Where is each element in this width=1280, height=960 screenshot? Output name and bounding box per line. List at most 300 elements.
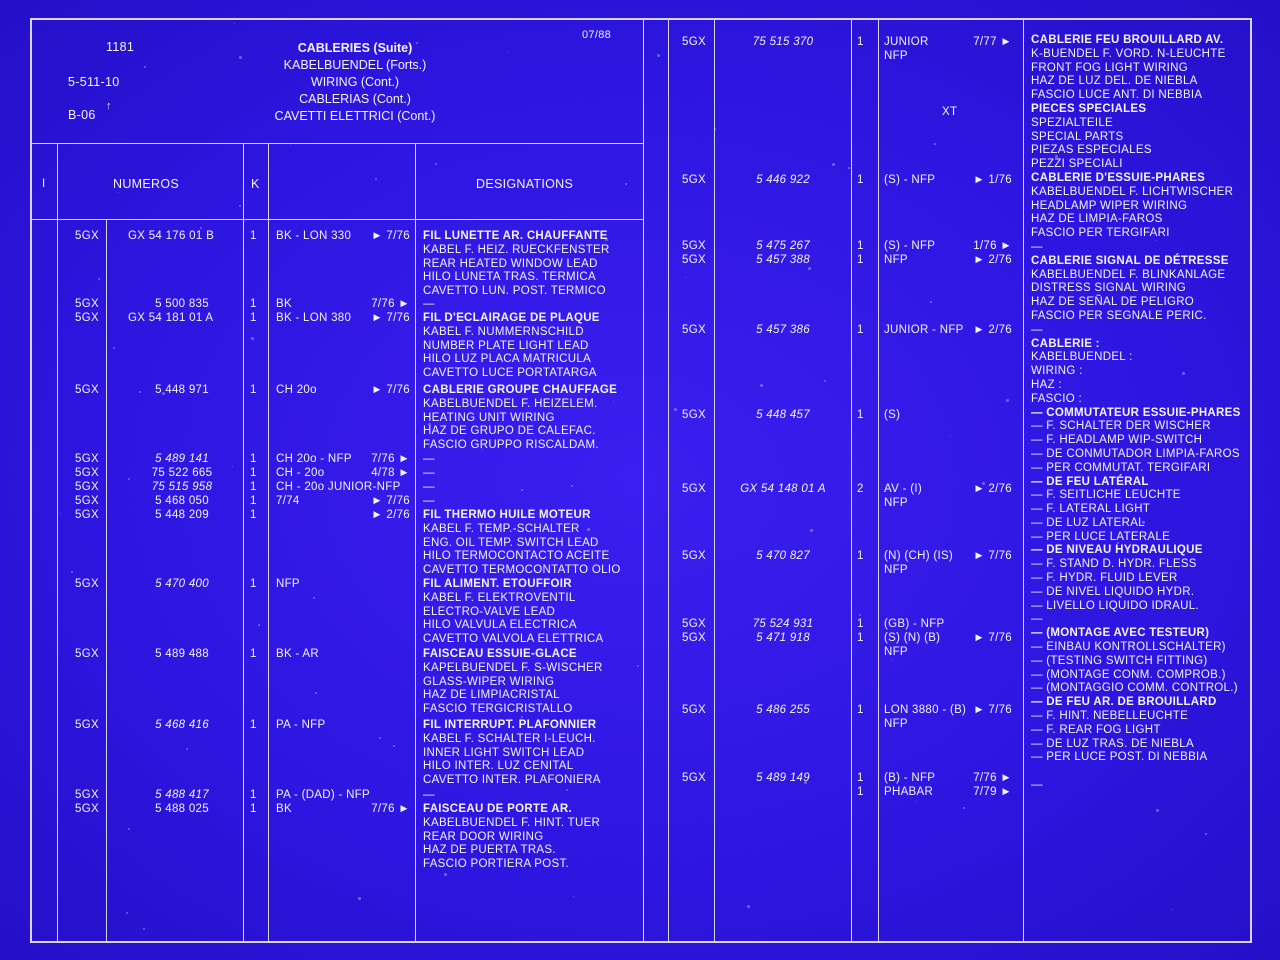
part-prefix: 5GX (682, 324, 706, 336)
part-number: 5 471 918 (756, 632, 810, 644)
dust-speck (567, 264, 569, 266)
designation-line: HILO TERMOCONTACTO ACEITE (423, 550, 610, 563)
designation-line: ENG. OIL TEMP. SWITCH LEAD (423, 536, 599, 549)
designation-line: — (423, 495, 435, 507)
dust-speck (605, 238, 608, 241)
designation-line: GLASS-WIPER WIRING (423, 675, 555, 688)
part-number: 75 522 665 (151, 467, 213, 479)
validity-date: ► 7/76 (973, 632, 1012, 644)
dust-speck (491, 516, 493, 518)
designation-line: REAR HEATED WINDOW LEAD (423, 257, 598, 270)
gutter-line (668, 18, 669, 943)
validity-date: 7/76 ► (371, 803, 410, 815)
application-block (884, 704, 966, 732)
designation-line: HAZ DE LUZ DEL. DE NIEBLA (1031, 75, 1198, 88)
quantity-k: 1 (250, 578, 257, 590)
designation-block (423, 789, 435, 803)
designation-line: — (423, 481, 435, 493)
designation-line: DISTRESS SIGNAL WIRING (1031, 282, 1187, 295)
application-line: (GB) - NFP (884, 618, 945, 630)
designation-line: HAZ DE SEÑAL DE PELIGRO (1031, 296, 1195, 309)
designation-line: CAVETTO TERMOCONTATTO OLIO (423, 564, 621, 577)
page-title-line: WIRING (Cont.) (310, 75, 400, 89)
dust-speck (934, 143, 936, 145)
designation-line: PEZZI SPECIALI (1031, 158, 1123, 171)
part-number: GX 54 176 01 B (128, 230, 215, 242)
designation-line: — (423, 467, 435, 479)
ref-line-2: B-06 (68, 108, 96, 122)
part-prefix: 5GX (75, 789, 99, 801)
dust-speck (128, 828, 130, 830)
designation-line: CABLERIE D'ESSUIE-PHARES (1031, 171, 1206, 184)
designation-line: HAZ : (1031, 378, 1062, 391)
designation-line: — PER LUCE POST. DI NEBBIA (1031, 751, 1208, 764)
dust-speck (126, 912, 128, 914)
part-prefix: 5GX (75, 384, 99, 396)
dust-speck (470, 558, 471, 559)
application-line: LON 3880 - (B) (884, 704, 967, 716)
designation-line: FIL INTERRUPT. PLAFONNIER (423, 719, 597, 731)
designation-line: HILO VALVULA ELECTRICA (423, 619, 577, 632)
part-number: 5 486 255 (756, 704, 810, 716)
designation-line: — F. HINT. NEBELLEUCHTE (1031, 710, 1189, 723)
page-title-line: CAVETTI ELETTRICI (Cont.) (274, 109, 436, 123)
designation-line: KAPELBUENDEL F. S-WISCHER (423, 661, 603, 674)
dust-speck (68, 77, 70, 79)
designation-line: — (423, 789, 435, 801)
designation-line: CABLERIE SIGNAL DE DÉTRESSE (1031, 254, 1229, 267)
designation-line: FAISCEAU ESSUIE-GLACE (423, 648, 577, 660)
designation-line: — (MONTAGE CONM. COMPROB.) (1031, 668, 1226, 681)
dust-speck (144, 66, 146, 68)
right-col-line-2 (851, 18, 852, 943)
left-col-line-6 (643, 18, 644, 943)
part-number: 5 446 922 (756, 174, 810, 186)
part-prefix: 5GX (75, 495, 99, 507)
dust-speck (637, 665, 639, 667)
designation-line: — PER LUCE LATERALE (1031, 530, 1171, 543)
part-prefix: 5GX (682, 409, 706, 421)
dust-speck (239, 56, 242, 59)
quantity-k: 1 (250, 312, 257, 324)
dust-speck (1142, 521, 1145, 524)
part-number: 75 515 370 (752, 36, 814, 48)
dust-speck (461, 342, 464, 345)
part-number: 5 457 386 (756, 324, 810, 336)
left-col-line-2 (106, 219, 107, 942)
quantity-k: 1 (250, 495, 257, 507)
designation-block (423, 384, 617, 453)
designation-block (423, 495, 435, 509)
application-block (884, 324, 964, 338)
designation-line: — DE NIVEAU HYDRAULIQUE (1031, 544, 1203, 557)
dust-speck (521, 489, 523, 491)
dust-speck (810, 529, 813, 532)
quantity-k: 1 (857, 240, 864, 252)
application: BK (276, 803, 292, 815)
part-prefix: 5GX (75, 481, 99, 493)
designation-line: CAVETTO INTER. PLAFONIERA (423, 774, 601, 787)
part-number: 5 457 388 (756, 254, 810, 266)
application: BK - AR (276, 648, 320, 660)
dust-speck (462, 316, 464, 318)
designation-line: CABLERIE : (1031, 337, 1100, 350)
designation-line: HAZ DE LIMPIACRISTAL (423, 689, 560, 702)
designation-block (423, 467, 435, 481)
page-title-block (220, 40, 490, 125)
validity-date: 7/79 ► (973, 786, 1012, 798)
designation-line: HEADLAMP WIPER WIRING (1031, 199, 1188, 212)
dust-speck (379, 737, 381, 739)
part-prefix: 5GX (75, 578, 99, 590)
page-title-line: CABLERIES (Suite) (297, 41, 413, 55)
designation-line: — (1031, 613, 1043, 626)
part-prefix: 5GX (682, 550, 706, 562)
dust-speck (674, 408, 677, 411)
application-line: JUNIOR (884, 36, 929, 48)
application: CH 20o - NFP (276, 453, 352, 465)
designation-block (423, 298, 435, 312)
designation-line: — F. STAND D. HYDR. FLESS (1031, 558, 1197, 571)
application-line: NFP (884, 645, 908, 658)
designation-line: — F. LATERAL LIGHT (1031, 503, 1151, 516)
part-prefix: 5GX (75, 453, 99, 465)
part-number: 5 488 417 (155, 789, 209, 801)
application-line: (S) - NFP (884, 240, 936, 252)
validity-date: ► 7/76 (973, 704, 1012, 716)
application-line: NFP (884, 49, 908, 62)
application-line: (B) - NFP (884, 772, 936, 784)
designation-line: — EINBAU KONTROLLSCHALTER) (1031, 641, 1226, 654)
part-number: GX 54 181 01 A (128, 312, 214, 324)
issue-date: 07/88 (582, 29, 612, 41)
page-code: 1181 (106, 40, 135, 54)
application: BK (276, 298, 292, 310)
designation-line: HAZ DE GRUPO DE CALEFAC. (423, 425, 596, 438)
dust-speck (162, 392, 165, 395)
validity-date: ► 2/76 (371, 509, 410, 521)
designation-block (423, 719, 601, 788)
application: PA - (DAD) - NFP (276, 789, 371, 801)
dust-speck (859, 614, 861, 616)
designation-line: FIL THERMO HUILE MOTEUR (423, 509, 591, 521)
page-title-line: KABELBUENDEL (Forts.) (283, 58, 427, 72)
designation-line: KABEL F. HEIZ. RUECKFENSTER (423, 243, 610, 256)
designation-line: FASCIO : (1031, 392, 1082, 405)
quantity-k: 1 (250, 298, 257, 310)
designation-line: INNER LIGHT SWITCH LEAD (423, 746, 585, 759)
designation-line: KABEL F. SCHALTER I-LEUCH. (423, 732, 596, 745)
application: PA - NFP (276, 719, 326, 731)
dust-speck (143, 928, 145, 930)
designation-line: — (423, 298, 435, 310)
part-number: 5 468 416 (155, 719, 209, 731)
designation-block (423, 648, 603, 717)
dust-speck (1182, 372, 1185, 375)
designation-line: — DE FEU AR. DE BROUILLARD (1031, 696, 1217, 709)
left-col-line-1 (57, 143, 58, 942)
part-prefix: 5GX (75, 298, 99, 310)
part-number: 5 488 025 (155, 803, 209, 815)
part-number: 5 468 050 (155, 495, 209, 507)
dust-speck (1117, 542, 1119, 544)
designation-line: FIL D'ECLAIRAGE DE PLAQUE (423, 312, 600, 324)
quantity-k: 1 (857, 618, 864, 630)
designation-line: — F. SCHALTER DER WISCHER (1031, 420, 1211, 433)
designation-line: — F. HYDR. FLUID LEVER (1031, 572, 1178, 585)
application-block (884, 409, 900, 423)
dust-speck (71, 571, 73, 573)
application-block (884, 786, 933, 800)
designation-line: HILO INTER. LUZ CENITAL (423, 760, 574, 773)
application-line: (S) (N) (B) (884, 632, 941, 644)
application-block (884, 550, 953, 578)
designation-line: — F. SEITLICHE LEUCHTE (1031, 489, 1181, 502)
designation-line: NUMBER PLATE LIGHT LEAD (423, 339, 589, 352)
part-number: GX 54 148 01 A (740, 483, 826, 495)
designation-block (423, 481, 435, 495)
left-col-line-3 (243, 143, 244, 942)
application-line: AV - (I) (884, 483, 922, 495)
quantity-k: 2 (857, 483, 864, 495)
designation-line: — DE LUZ TRAS. DE NIEBLA (1031, 737, 1194, 750)
quantity-k: 1 (250, 384, 257, 396)
right-designations (1031, 34, 1241, 793)
designation-line: — COMMUTATEUR ESSUIE-PHARES (1031, 406, 1241, 419)
designation-line: ELECTRO-VALVE LEAD (423, 605, 556, 618)
validity-date: ► 2/76 (973, 483, 1012, 495)
part-prefix: 5GX (682, 704, 706, 716)
quantity-k: 1 (250, 481, 257, 493)
part-prefix: 5GX (75, 230, 99, 242)
designation-line: — LIVELLO LIQUIDO IDRAUL. (1031, 599, 1199, 612)
left-col-line-5 (415, 143, 416, 942)
dust-speck (848, 167, 850, 169)
application-line: (S) (884, 409, 901, 421)
validity-date: 7/76 ► (973, 772, 1012, 784)
designation-block (423, 312, 600, 381)
designation-line: HILO LUNETA TRAS. TERMICA (423, 271, 597, 284)
designation-line: FASCIO PER SEGNALE PERIC. (1031, 309, 1207, 322)
dust-speck (930, 301, 932, 303)
designation-block (423, 578, 603, 647)
designation-line: SPEZIALTEILE (1031, 116, 1113, 129)
col-header-i: I (42, 178, 46, 190)
quantity-k: 1 (250, 467, 257, 479)
designation-line: — (423, 453, 435, 465)
validity-date: ► 1/76 (973, 174, 1012, 186)
designation-line: KABEL F. ELEKTROVENTIL (423, 591, 576, 604)
dust-speck (258, 624, 260, 626)
application-block (884, 254, 908, 268)
part-number: 5 470 827 (756, 550, 810, 562)
application-line: (S) - NFP (884, 174, 936, 186)
ref-line: 5-511-10 (68, 75, 120, 89)
part-prefix: 5GX (682, 483, 706, 495)
col-header-designations: DESIGNATIONS (476, 177, 574, 191)
designation-line: CAVETTO LUCE PORTATARGA (423, 367, 597, 380)
designation-line: — F. REAR FOG LIGHT (1031, 723, 1161, 736)
application-block (884, 618, 945, 632)
dust-speck (1103, 682, 1105, 684)
designation-line: CABLERIE GROUPE CHAUFFAGE (423, 384, 618, 396)
designation-line: KABELBUENDEL F. HINT. TUER (423, 816, 601, 829)
quantity-k: 1 (857, 409, 864, 421)
dust-speck (393, 745, 395, 747)
quantity-k: 1 (857, 786, 864, 798)
validity-date: ► 7/76 (371, 495, 410, 507)
validity-date: ► 7/76 (973, 550, 1012, 562)
application: CH - 20o (276, 467, 325, 479)
part-number: 5 475 267 (756, 240, 810, 252)
validity-date: ► 7/76 (371, 312, 410, 324)
quantity-k: 1 (857, 36, 864, 48)
designation-line: FASCIO LUCE ANT. DI NEBBIA (1031, 89, 1203, 102)
part-prefix: 5GX (75, 719, 99, 731)
right-col-line-3 (878, 18, 879, 943)
validity-date: ► 7/76 (371, 384, 410, 396)
part-number: 5 448 209 (155, 509, 209, 521)
designation-line: HAZ DE LIMPIA-FAROS (1031, 213, 1163, 226)
designation-line: CAVETTO LUN. POST. TERMICO (423, 285, 606, 298)
part-prefix: 5GX (682, 618, 706, 630)
designation-line: KABELBUENDEL F. BLINKANLAGE (1031, 268, 1226, 281)
quantity-k: 1 (857, 704, 864, 716)
designation-line (1031, 765, 1241, 779)
part-prefix: 5GX (682, 240, 706, 252)
quantity-k: 1 (857, 772, 864, 784)
designation-line: CABLERIE FEU BROUILLARD AV. (1031, 34, 1224, 46)
designation-line: KABELBUENDEL F. HEIZELEM. (423, 397, 598, 410)
quantity-k: 1 (250, 719, 257, 731)
part-number: 5 448 971 (155, 384, 209, 396)
application: BK - LON 380 (276, 312, 352, 324)
part-number: 75 515 958 (151, 481, 213, 493)
application: CH 20o (276, 384, 317, 396)
part-number: 5 448 457 (756, 409, 810, 421)
designation-block (423, 509, 621, 578)
designation-block (423, 803, 600, 872)
designation-line: KABELBUENDEL F. LICHTWISCHER (1031, 185, 1234, 198)
dust-speck (963, 807, 965, 809)
part-prefix: 5GX (75, 312, 99, 324)
right-col-line-1 (714, 18, 715, 943)
designation-line: — (1031, 240, 1043, 253)
designation-line: — DE FEU LATÉRAL (1031, 475, 1149, 488)
col-header-numeros: NUMEROS (113, 177, 179, 191)
designation-line: — (1031, 779, 1043, 792)
dust-speck (1090, 560, 1092, 562)
validity-date: 7/76 ► (371, 453, 410, 465)
part-number: 5 489 149 (756, 772, 810, 784)
dust-speck (315, 692, 317, 694)
dust-speck (747, 905, 750, 908)
dust-speck (571, 485, 573, 487)
designation-line: FRONT FOG LIGHT WIRING (1031, 61, 1188, 74)
dust-speck (355, 44, 358, 47)
designation-line: FIL ALIMENT. ETOUFFOIR (423, 578, 572, 590)
application-block (884, 483, 922, 511)
application-block (884, 632, 940, 660)
quantity-k: 1 (250, 803, 257, 815)
part-prefix: 5GX (682, 36, 706, 48)
part-number: 5 489 141 (155, 453, 209, 465)
designation-line: KABEL F. TEMP.-SCHALTER (423, 522, 580, 535)
part-prefix: 5GX (75, 803, 99, 815)
designation-line: — DE NIVEL LIQUIDO HYDR. (1031, 585, 1195, 598)
dust-speck (808, 267, 811, 270)
designation-line: FASCIO PER TERGIFARI (1031, 227, 1170, 240)
dust-speck (587, 528, 590, 531)
page-title-line: CABLERIAS (Cont.) (299, 92, 411, 106)
designation-line: HEATING UNIT WIRING (423, 411, 555, 424)
validity-date: 1/76 ► (973, 240, 1012, 252)
quantity-k: 1 (250, 509, 257, 521)
application-line: PHABAR (884, 786, 934, 798)
designation-line: FASCIO TERGICRISTALLO (423, 703, 573, 716)
part-number: 5 500 835 (155, 298, 209, 310)
quantity-k: 1 (857, 632, 864, 644)
quantity-k: 1 (250, 453, 257, 465)
part-prefix: 5GX (682, 254, 706, 266)
validity-date: 7/77 ► (973, 36, 1012, 48)
quantity-k: 1 (250, 789, 257, 801)
quantity-k: 1 (857, 174, 864, 186)
designation-line: PIECES SPECIALES (1031, 102, 1147, 115)
part-prefix: 5GX (682, 174, 706, 186)
designation-line: — DE CONMUTADOR LIMPIA-FAROS (1031, 447, 1240, 460)
application: CH - 20o JUNIOR-NFP (276, 481, 401, 493)
application-line: NFP (884, 254, 908, 266)
dust-speck (760, 384, 763, 387)
dust-speck (1205, 833, 1207, 835)
part-prefix: 5GX (75, 648, 99, 660)
designation-block (423, 230, 610, 299)
designation-line: KABELBUENDEL : (1031, 351, 1133, 364)
part-prefix: 5GX (682, 772, 706, 784)
dust-speck (1055, 155, 1058, 158)
designation-line: — (MONTAGGIO COMM. CONTROL.) (1031, 682, 1238, 695)
designation-line: — PER COMMUTAT. TERGIFARI (1031, 461, 1211, 474)
part-number: 5 470 400 (155, 578, 209, 590)
header-divider (31, 143, 643, 144)
application: NFP (276, 578, 300, 590)
designation-line: — (TESTING SWITCH FITTING) (1031, 654, 1208, 667)
validity-date: 4/78 ► (371, 467, 410, 479)
quantity-k: 1 (857, 254, 864, 266)
right-col-line-4 (1023, 18, 1024, 943)
designation-line: K-BUENDEL F. VORD. N-LEUCHTE (1031, 47, 1226, 60)
part-prefix: 5GX (75, 509, 99, 521)
part-prefix: 5GX (75, 467, 99, 479)
xt-marker: XT (942, 106, 958, 118)
dust-speck (358, 897, 361, 900)
designation-line: CAVETTO VALVOLA ELETTRICA (423, 633, 604, 646)
designation-line: — (1031, 323, 1043, 336)
validity-date: ► 2/76 (973, 324, 1012, 336)
designation-line: — (MONTAGE AVEC TESTEUR) (1031, 627, 1210, 640)
designation-block (423, 453, 435, 467)
left-col-line-4 (268, 143, 269, 942)
application-block (884, 174, 935, 188)
validity-date: ► 7/76 (371, 230, 410, 242)
dust-speck (982, 482, 985, 485)
application-line: NFP (884, 717, 908, 730)
designation-line: FAISCEAU DE PORTE AR. (423, 803, 572, 815)
validity-date: 7/76 ► (371, 298, 410, 310)
application-block (884, 36, 929, 64)
col-header-k: K (251, 177, 260, 191)
